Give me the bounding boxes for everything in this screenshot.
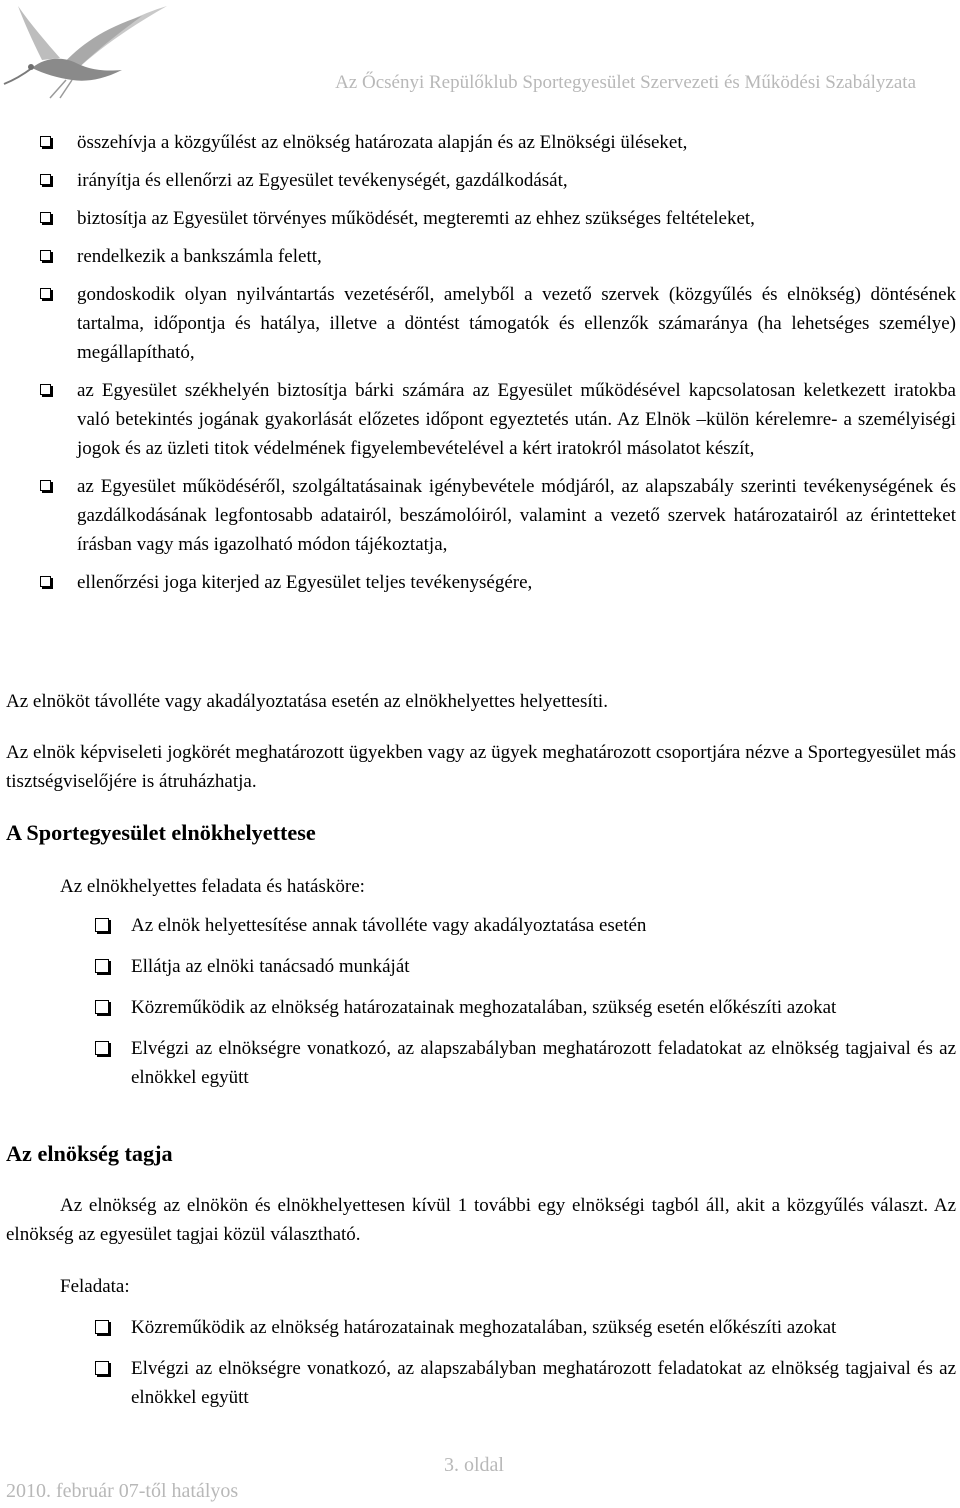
checkbox-bullet-icon bbox=[40, 250, 51, 261]
checkbox-bullet-icon bbox=[40, 136, 51, 147]
list-item: rendelkezik a bankszámla felett, bbox=[40, 242, 956, 271]
list-item: gondoskodik olyan nyilvántartás vezetéséről, amelyből a vezető szervek (közgyűlés és elnökség) döntésének tartalma, időpontja és hatálya, illetve a döntést támogatók és ellenzők számaránya (ha lehetséges személye) megállapítható, bbox=[40, 280, 956, 367]
board-member-description: Az elnökség az elnökön és elnökhelyettesen kívül 1 további egy elnökségi tagból áll, akit a közgyűlés választ. Az elnökség az egyesület tagjai közül választható. bbox=[6, 1195, 956, 1245]
list-item: Az elnök helyettesítése annak távolléte vagy akadályoztatása esetén bbox=[95, 911, 956, 940]
checkbox-bullet-icon bbox=[95, 1041, 109, 1055]
checkbox-bullet-icon bbox=[95, 959, 109, 973]
checkbox-bullet-icon bbox=[40, 288, 51, 299]
board-member-task-list bbox=[95, 1313, 956, 1412]
checkbox-bullet-icon bbox=[95, 1000, 109, 1014]
president-duty-list bbox=[40, 128, 956, 597]
list-item: Ellátja az elnöki tanácsadó munkáját bbox=[95, 952, 956, 981]
checkbox-bullet-icon bbox=[95, 1361, 109, 1375]
list-item: ellenőrzési joga kiterjed az Egyesület teljes tevékenységére, bbox=[40, 568, 956, 597]
list-item: biztosítja az Egyesület törvényes működését, megteremti az ehhez szükséges feltételeket, bbox=[40, 204, 956, 233]
checkbox-bullet-icon bbox=[95, 918, 109, 932]
list-item: összehívja a közgyűlést az elnökség határozata alapján és az Elnökségi üléseket, bbox=[40, 128, 956, 157]
vice-president-duty-list bbox=[95, 911, 956, 1092]
list-item: irányítja és ellenőrzi az Egyesület tevékenységét, gazdálkodását, bbox=[40, 166, 956, 195]
checkbox-bullet-icon bbox=[40, 384, 51, 395]
delegation-paragraph: Az elnök képviseleti jogkörét meghatározott ügyekben vagy az ügyek meghatározott csoportjára nézve a Sportegyesület más tisztségviselőjére is átruházhatja. bbox=[6, 742, 956, 792]
list-item: az Egyesület székhelyén biztosítja bárki számára az Egyesület működésével kapcsolatosan keletkezett iratokba való betekintés jogának gyakorlását előzetes időpont egyeztetés után. Az Elnök –külön kérelemre- a személyiségi jogok és az üzleti titok védelmének figyelembevételével a kért iratokról másolatot készít, bbox=[40, 376, 956, 463]
board-member-tasks-label: Feladata: bbox=[60, 1276, 130, 1297]
substitute-paragraph: Az elnököt távolléte vagy akadályoztatása esetén az elnökhelyettes helyettesíti. bbox=[6, 691, 608, 712]
vice-president-intro: Az elnökhelyettes feladata és hatásköre: bbox=[60, 876, 365, 897]
checkbox-bullet-icon bbox=[40, 480, 51, 491]
board-member-heading: Az elnökség tagja bbox=[6, 1141, 173, 1166]
checkbox-bullet-icon bbox=[40, 576, 51, 587]
page-number: 3. oldal bbox=[444, 1454, 504, 1476]
stork-logo-icon bbox=[2, 0, 172, 100]
checkbox-bullet-icon bbox=[95, 1320, 109, 1334]
list-item: Elvégzi az elnökségre vonatkozó, az alapszabályban meghatározott feladatokat az elnökség tagjaival és az elnökkel együtt bbox=[95, 1034, 956, 1092]
list-item: Közreműködik az elnökség határozatainak meghozatalában, szükség esetén előkészíti azokat bbox=[95, 1313, 956, 1342]
effective-date: 2010. február 07-től hatályos bbox=[6, 1480, 239, 1502]
checkbox-bullet-icon bbox=[40, 174, 51, 185]
list-item: Közreműködik az elnökség határozatainak meghozatalában, szükség esetén előkészíti azokat bbox=[95, 993, 956, 1022]
header-title: Az Őcsényi Repülőklub Sportegyesület Szervezeti és Működési Szabályzata bbox=[335, 72, 916, 93]
checkbox-bullet-icon bbox=[40, 212, 51, 223]
list-item: az Egyesület működéséről, szolgáltatásainak igénybevétele módjáról, az alapszabály szerinti tevékenységének és gazdálkodásának legfontosabb adatairól, beszámolóiról, valamint a vezető szervek határozatairól az érintetteket írásban vagy más igazolható módon tájékoztatja, bbox=[40, 472, 956, 559]
list-item: Elvégzi az elnökségre vonatkozó, az alapszabályban meghatározott feladatokat az elnökség tagjaival és az elnökkel együtt bbox=[95, 1354, 956, 1412]
vice-president-heading: A Sportegyesület elnökhelyettese bbox=[6, 820, 316, 845]
